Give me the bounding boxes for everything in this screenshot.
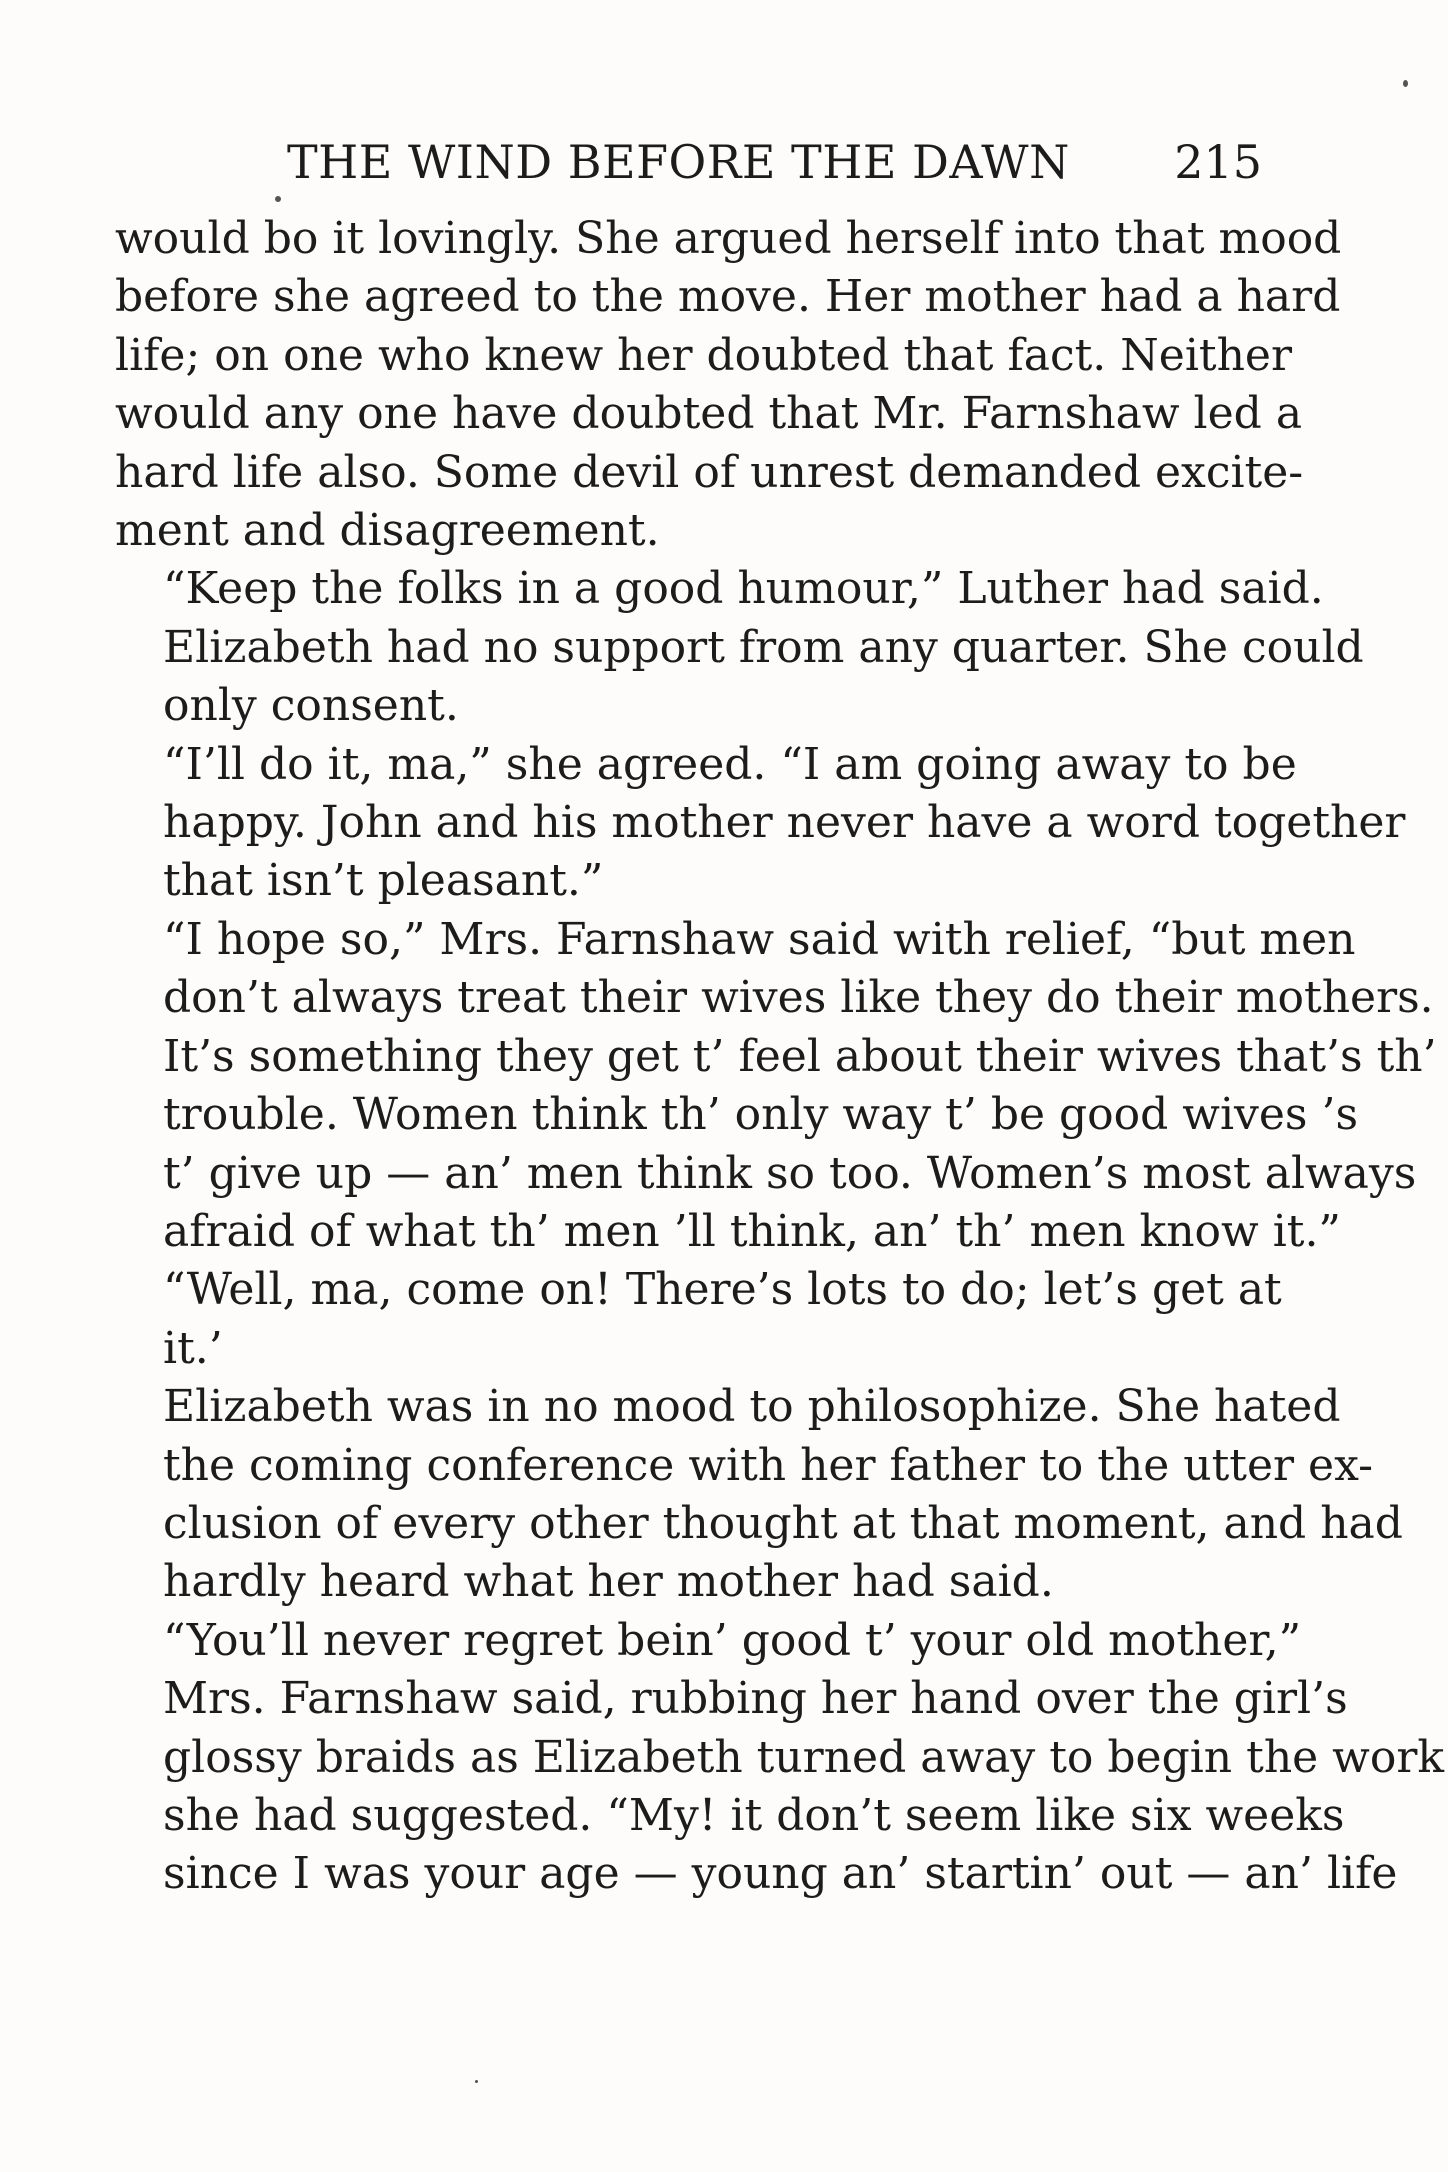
paragraph (115, 560, 1324, 618)
paragraph (115, 619, 1364, 736)
text-line: happy. John and his mother never have a word together (163, 797, 1406, 849)
text-line: hard life also. Some devil of unrest demanded excite- (115, 446, 1304, 498)
paragraph (115, 1378, 1403, 1612)
text-line: “You’ll never regret bein’ good t’ your old mother,” (163, 1614, 1302, 1666)
text-line: t’ give up — an’ men think so too. Women’s most always (163, 1147, 1417, 1199)
text-line: Elizabeth had no support from any quarter. She could (163, 621, 1364, 673)
page-number: 215 (1174, 135, 1262, 189)
scan-speck (475, 2080, 478, 2083)
text-line: afraid of what th’ men ’ll think, an’ th’ men know it.” (163, 1205, 1341, 1257)
text-line: “Well, ma, come on! There’s lots to do; let’s get at (163, 1264, 1282, 1316)
text-line: since I was your age — young an’ startin’ out — an’ life (163, 1848, 1398, 1900)
paragraph (115, 1612, 1445, 1904)
text-line: would bo it lovingly. She argued herself into that mood (115, 213, 1342, 264)
text-line: before she agreed to the move. Her mother had a hard (115, 271, 1341, 323)
text-line: that isn’t pleasant.” (163, 855, 604, 907)
text-line: “I’ll do it, ma,” she agreed. “I am going away to be (163, 738, 1297, 790)
text-line: she had suggested. “My! it don’t seem like six weeks (163, 1789, 1345, 1841)
text-line: Elizabeth was in no mood to philosophize. She hated (163, 1381, 1341, 1433)
text-line: “I hope so,” Mrs. Farnshaw said with relief, “but men (163, 913, 1356, 965)
text-line: ment and disagreement. (115, 505, 660, 557)
text-line: hardly heard what her mother had said. (163, 1556, 1054, 1608)
running-header (115, 132, 1262, 192)
text-line: It’s something they get t’ feel about their wives that’s th’ (163, 1030, 1437, 1082)
text-line: glossy braids as Elizabeth turned away to begin the work (163, 1731, 1445, 1783)
text-line: clusion of every other thought at that moment, and had (163, 1497, 1403, 1549)
running-title: THE WIND BEFORE THE DAWN (287, 135, 1070, 189)
text-line: only consent. (163, 680, 459, 732)
text-line: life; on one who knew her doubted that fact. Neither (115, 329, 1292, 381)
paragraph (115, 1261, 1282, 1378)
scan-speck (1403, 80, 1408, 87)
body-text (115, 210, 1445, 1904)
text-line: would any one have doubted that Mr. Farnshaw led a (115, 388, 1303, 440)
text-line: don’t always treat their wives like they do their mothers. (163, 972, 1434, 1024)
text-line: it.’ (163, 1322, 223, 1374)
text-line: Mrs. Farnshaw said, rubbing her hand over the girl’s (163, 1673, 1348, 1725)
paragraph (115, 736, 1406, 911)
text-line: “Keep the folks in a good humour,” Luther had said. (163, 563, 1324, 615)
paragraph (115, 210, 1342, 560)
text-line: trouble. Women think th’ only way t’ be good wives ’s (163, 1089, 1359, 1141)
text-line: the coming conference with her father to the utter ex- (163, 1439, 1373, 1491)
paragraph (115, 911, 1437, 1261)
scan-speck (275, 196, 281, 202)
